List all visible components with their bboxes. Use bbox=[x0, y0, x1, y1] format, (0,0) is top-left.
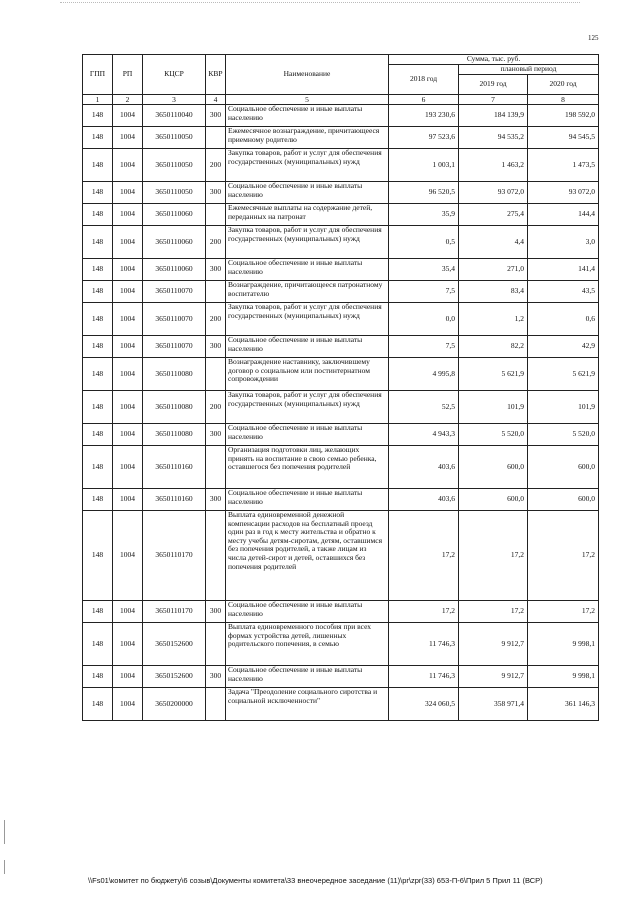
sum-header: Сумма, тыс. руб. bbox=[389, 55, 599, 65]
table-row bbox=[83, 259, 599, 281]
value-2020-cell: 101,9 bbox=[528, 391, 599, 424]
name-cell: Социальное обеспечение и иные выплаты населению bbox=[226, 666, 389, 688]
column-number: 4 bbox=[206, 95, 226, 105]
table-row bbox=[83, 127, 599, 149]
name-cell: Закупка товаров, работ и услуг для обеспечения государственных (муниципальных) нужд bbox=[226, 226, 389, 259]
value-2018-cell: 11 746,3 bbox=[389, 666, 459, 688]
value-2020-cell: 600,0 bbox=[528, 446, 599, 489]
gpp-cell: 148 bbox=[83, 601, 113, 623]
kcsr-cell: 3650110170 bbox=[143, 511, 206, 601]
table-row bbox=[83, 688, 599, 721]
scan-edge-mark bbox=[4, 860, 5, 874]
kcsr-cell: 3650110170 bbox=[143, 601, 206, 623]
gpp-cell: 148 bbox=[83, 489, 113, 511]
value-2018-cell: 0,5 bbox=[389, 226, 459, 259]
value-2018-cell: 11 746,3 bbox=[389, 623, 459, 666]
kcsr-cell: 3650110080 bbox=[143, 358, 206, 391]
name-cell: Вознаграждение наставнику, заключившему договор о социальном или постинтернатном сопровождении bbox=[226, 358, 389, 391]
rp-cell: 1004 bbox=[113, 489, 143, 511]
col-name-header: Наименование bbox=[226, 55, 389, 95]
name-cell: Ежемесячное вознаграждение, причитающееся приемному родителю bbox=[226, 127, 389, 149]
value-2019-cell: 5 621,9 bbox=[459, 358, 528, 391]
kvr-cell bbox=[206, 623, 226, 666]
kvr-cell: 300 bbox=[206, 105, 226, 127]
kcsr-cell: 3650110050 bbox=[143, 127, 206, 149]
rp-cell: 1004 bbox=[113, 105, 143, 127]
value-2019-cell: 17,2 bbox=[459, 511, 528, 601]
value-2019-cell: 275,4 bbox=[459, 204, 528, 226]
plan-period-header: плановый период bbox=[459, 65, 599, 75]
name-cell: Социальное обеспечение и иные выплаты населению bbox=[226, 424, 389, 446]
rp-cell: 1004 bbox=[113, 446, 143, 489]
value-2018-cell: 1 003,1 bbox=[389, 149, 459, 182]
value-2018-cell: 4 995,8 bbox=[389, 358, 459, 391]
column-number: 7 bbox=[459, 95, 528, 105]
column-number-row bbox=[83, 95, 599, 105]
value-2018-cell: 403,6 bbox=[389, 446, 459, 489]
rp-cell: 1004 bbox=[113, 127, 143, 149]
kvr-cell bbox=[206, 204, 226, 226]
value-2018-cell: 0,0 bbox=[389, 303, 459, 336]
value-2018-cell: 35,9 bbox=[389, 204, 459, 226]
value-2020-cell: 5 520,0 bbox=[528, 424, 599, 446]
rp-cell: 1004 bbox=[113, 623, 143, 666]
value-2020-cell: 17,2 bbox=[528, 511, 599, 601]
rp-cell: 1004 bbox=[113, 358, 143, 391]
value-2018-cell: 96 520,5 bbox=[389, 182, 459, 204]
value-2020-cell: 198 592,0 bbox=[528, 105, 599, 127]
value-2020-cell: 361 146,3 bbox=[528, 688, 599, 721]
value-2020-cell: 0,6 bbox=[528, 303, 599, 336]
gpp-cell: 148 bbox=[83, 336, 113, 358]
kcsr-cell: 3650110070 bbox=[143, 281, 206, 303]
name-cell: Социальное обеспечение и иные выплаты населению bbox=[226, 105, 389, 127]
kvr-cell: 300 bbox=[206, 601, 226, 623]
table-row bbox=[83, 303, 599, 336]
kvr-cell bbox=[206, 281, 226, 303]
value-2020-cell: 9 998,1 bbox=[528, 666, 599, 688]
gpp-cell: 148 bbox=[83, 623, 113, 666]
kvr-cell: 300 bbox=[206, 489, 226, 511]
value-2019-cell: 82,2 bbox=[459, 336, 528, 358]
value-2020-cell: 93 072,0 bbox=[528, 182, 599, 204]
value-2020-cell: 94 545,5 bbox=[528, 127, 599, 149]
rp-cell: 1004 bbox=[113, 688, 143, 721]
value-2019-cell: 9 912,7 bbox=[459, 666, 528, 688]
rp-cell: 1004 bbox=[113, 149, 143, 182]
col-rp-header: РП bbox=[113, 55, 143, 95]
rp-cell: 1004 bbox=[113, 424, 143, 446]
year-2018-header: 2018 год bbox=[389, 65, 459, 95]
value-2020-cell: 141,4 bbox=[528, 259, 599, 281]
kvr-cell: 300 bbox=[206, 424, 226, 446]
table-row bbox=[83, 226, 599, 259]
table-body bbox=[83, 105, 599, 721]
gpp-cell: 148 bbox=[83, 666, 113, 688]
rp-cell: 1004 bbox=[113, 666, 143, 688]
table-row bbox=[83, 336, 599, 358]
kvr-cell: 200 bbox=[206, 149, 226, 182]
name-cell: Ежемесячные выплаты на содержание детей, переданных на патронат bbox=[226, 204, 389, 226]
rp-cell: 1004 bbox=[113, 182, 143, 204]
kcsr-cell: 3650110060 bbox=[143, 226, 206, 259]
rp-cell: 1004 bbox=[113, 303, 143, 336]
rp-cell: 1004 bbox=[113, 204, 143, 226]
value-2020-cell: 42,9 bbox=[528, 336, 599, 358]
kvr-cell: 300 bbox=[206, 182, 226, 204]
value-2020-cell: 43,5 bbox=[528, 281, 599, 303]
kvr-cell bbox=[206, 127, 226, 149]
kcsr-cell: 3650110160 bbox=[143, 446, 206, 489]
value-2018-cell: 7,5 bbox=[389, 281, 459, 303]
scan-edge-mark bbox=[4, 820, 5, 844]
value-2019-cell: 184 139,9 bbox=[459, 105, 528, 127]
name-cell: Социальное обеспечение и иные выплаты населению bbox=[226, 336, 389, 358]
value-2019-cell: 17,2 bbox=[459, 601, 528, 623]
value-2020-cell: 3,0 bbox=[528, 226, 599, 259]
name-cell: Выплата единовременного пособия при всех формах устройства детей, лишенных родительского попечения, в семью bbox=[226, 623, 389, 666]
column-number: 1 bbox=[83, 95, 113, 105]
value-2018-cell: 403,6 bbox=[389, 489, 459, 511]
col-kcsr-header: КЦСР bbox=[143, 55, 206, 95]
value-2019-cell: 600,0 bbox=[459, 489, 528, 511]
value-2020-cell: 5 621,9 bbox=[528, 358, 599, 391]
rp-cell: 1004 bbox=[113, 281, 143, 303]
rp-cell: 1004 bbox=[113, 601, 143, 623]
gpp-cell: 148 bbox=[83, 226, 113, 259]
kcsr-cell: 3650200000 bbox=[143, 688, 206, 721]
value-2020-cell: 1 473,5 bbox=[528, 149, 599, 182]
column-number: 5 bbox=[226, 95, 389, 105]
value-2018-cell: 7,5 bbox=[389, 336, 459, 358]
value-2020-cell: 9 998,1 bbox=[528, 623, 599, 666]
rp-cell: 1004 bbox=[113, 511, 143, 601]
column-number: 6 bbox=[389, 95, 459, 105]
table-row bbox=[83, 149, 599, 182]
kcsr-cell: 3650110080 bbox=[143, 424, 206, 446]
rp-cell: 1004 bbox=[113, 259, 143, 281]
kvr-cell: 300 bbox=[206, 336, 226, 358]
value-2020-cell: 600,0 bbox=[528, 489, 599, 511]
table-row bbox=[83, 358, 599, 391]
gpp-cell: 148 bbox=[83, 446, 113, 489]
kvr-cell: 300 bbox=[206, 666, 226, 688]
table-row bbox=[83, 489, 599, 511]
kvr-cell bbox=[206, 511, 226, 601]
value-2018-cell: 17,2 bbox=[389, 601, 459, 623]
value-2018-cell: 193 230,6 bbox=[389, 105, 459, 127]
value-2018-cell: 35,4 bbox=[389, 259, 459, 281]
gpp-cell: 148 bbox=[83, 204, 113, 226]
kvr-cell: 200 bbox=[206, 303, 226, 336]
table-row bbox=[83, 601, 599, 623]
name-cell: Закупка товаров, работ и услуг для обеспечения государственных (муниципальных) нужд bbox=[226, 303, 389, 336]
table-row bbox=[83, 511, 599, 601]
value-2019-cell: 93 072,0 bbox=[459, 182, 528, 204]
gpp-cell: 148 bbox=[83, 182, 113, 204]
name-cell: Социальное обеспечение и иные выплаты населению bbox=[226, 259, 389, 281]
rp-cell: 1004 bbox=[113, 226, 143, 259]
kvr-cell: 200 bbox=[206, 226, 226, 259]
kvr-cell bbox=[206, 446, 226, 489]
kcsr-cell: 3650110060 bbox=[143, 259, 206, 281]
name-cell: Закупка товаров, работ и услуг для обеспечения государственных (муниципальных) нужд bbox=[226, 391, 389, 424]
kcsr-cell: 3650110050 bbox=[143, 182, 206, 204]
kcsr-cell: 3650152600 bbox=[143, 666, 206, 688]
value-2019-cell: 94 535,2 bbox=[459, 127, 528, 149]
rp-cell: 1004 bbox=[113, 391, 143, 424]
value-2018-cell: 97 523,6 bbox=[389, 127, 459, 149]
table-row bbox=[83, 281, 599, 303]
year-2020-header: 2020 год bbox=[528, 75, 599, 95]
table-row bbox=[83, 105, 599, 127]
table-row bbox=[83, 623, 599, 666]
value-2019-cell: 83,4 bbox=[459, 281, 528, 303]
kvr-cell: 200 bbox=[206, 391, 226, 424]
table-row bbox=[83, 391, 599, 424]
table-row bbox=[83, 182, 599, 204]
name-cell: Социальное обеспечение и иные выплаты населению bbox=[226, 601, 389, 623]
column-number: 2 bbox=[113, 95, 143, 105]
value-2019-cell: 358 971,4 bbox=[459, 688, 528, 721]
file-path-footer: \\Fs01\комитет по бюджету\6 созыв\Документы комитета\33 внеочередное заседание (11)\pr\zpr(33) 653-П-6\Прил 5 Прил 11 (ВСР) bbox=[88, 876, 543, 885]
scan-noise-line bbox=[60, 2, 580, 6]
kcsr-cell: 3650110070 bbox=[143, 336, 206, 358]
name-cell: Социальное обеспечение и иные выплаты населению bbox=[226, 182, 389, 204]
name-cell: Выплата единовременной денежной компенсации расходов на бесплатный проезд один раз в год к месту жительства и обратно к месту учебы детям-сиротам, детям, оставшимся без попечения родителей, а также лицам из числа детей-сирот и детей, оставшихся без попечения родителей bbox=[226, 511, 389, 601]
kcsr-cell: 3650110080 bbox=[143, 391, 206, 424]
kcsr-cell: 3650110060 bbox=[143, 204, 206, 226]
col-gpp-header: ГПП bbox=[83, 55, 113, 95]
value-2018-cell: 4 943,3 bbox=[389, 424, 459, 446]
column-number: 8 bbox=[528, 95, 599, 105]
kcsr-cell: 3650110160 bbox=[143, 489, 206, 511]
table-row bbox=[83, 666, 599, 688]
gpp-cell: 148 bbox=[83, 127, 113, 149]
table-row bbox=[83, 446, 599, 489]
kcsr-cell: 3650110040 bbox=[143, 105, 206, 127]
value-2019-cell: 4,4 bbox=[459, 226, 528, 259]
gpp-cell: 148 bbox=[83, 105, 113, 127]
kvr-cell: 300 bbox=[206, 259, 226, 281]
kvr-cell bbox=[206, 688, 226, 721]
value-2019-cell: 271,0 bbox=[459, 259, 528, 281]
gpp-cell: 148 bbox=[83, 149, 113, 182]
value-2019-cell: 600,0 bbox=[459, 446, 528, 489]
name-cell: Организация подготовки лиц, желающих принять на воспитание в свою семью ребенка, оставшегося без попечения родителей bbox=[226, 446, 389, 489]
rp-cell: 1004 bbox=[113, 336, 143, 358]
value-2018-cell: 52,5 bbox=[389, 391, 459, 424]
value-2019-cell: 9 912,7 bbox=[459, 623, 528, 666]
page-number: 125 bbox=[588, 34, 599, 42]
value-2019-cell: 1,2 bbox=[459, 303, 528, 336]
value-2018-cell: 17,2 bbox=[389, 511, 459, 601]
budget-table bbox=[82, 54, 599, 721]
value-2018-cell: 324 060,5 bbox=[389, 688, 459, 721]
kcsr-cell: 3650110070 bbox=[143, 303, 206, 336]
year-2019-header: 2019 год bbox=[459, 75, 528, 95]
value-2020-cell: 17,2 bbox=[528, 601, 599, 623]
table-row bbox=[83, 424, 599, 446]
table-row bbox=[83, 204, 599, 226]
value-2019-cell: 101,9 bbox=[459, 391, 528, 424]
kcsr-cell: 3650110050 bbox=[143, 149, 206, 182]
gpp-cell: 148 bbox=[83, 688, 113, 721]
name-cell: Вознаграждение, причитающееся патронатному воспитателю bbox=[226, 281, 389, 303]
col-kvr-header: КВР bbox=[206, 55, 226, 95]
column-number: 3 bbox=[143, 95, 206, 105]
gpp-cell: 148 bbox=[83, 391, 113, 424]
gpp-cell: 148 bbox=[83, 511, 113, 601]
name-cell: Закупка товаров, работ и услуг для обеспечения государственных (муниципальных) нужд bbox=[226, 149, 389, 182]
gpp-cell: 148 bbox=[83, 358, 113, 391]
gpp-cell: 148 bbox=[83, 303, 113, 336]
value-2019-cell: 5 520,0 bbox=[459, 424, 528, 446]
gpp-cell: 148 bbox=[83, 259, 113, 281]
name-cell: Социальное обеспечение и иные выплаты населению bbox=[226, 489, 389, 511]
gpp-cell: 148 bbox=[83, 424, 113, 446]
kcsr-cell: 3650152600 bbox=[143, 623, 206, 666]
value-2019-cell: 1 463,2 bbox=[459, 149, 528, 182]
value-2020-cell: 144,4 bbox=[528, 204, 599, 226]
table-header bbox=[83, 55, 599, 105]
gpp-cell: 148 bbox=[83, 281, 113, 303]
kvr-cell bbox=[206, 358, 226, 391]
name-cell: Задача "Преодоление социального сиротства и социальной исключенности" bbox=[226, 688, 389, 721]
